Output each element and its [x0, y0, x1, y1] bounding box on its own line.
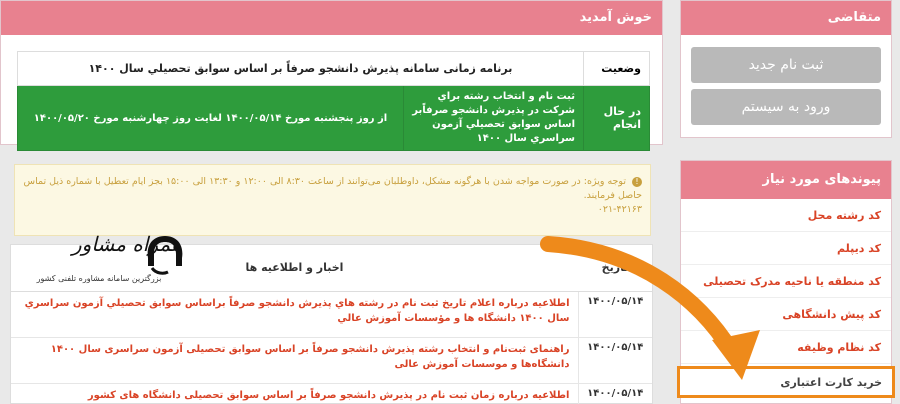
links-title: پیوندهای مورد نیاز [681, 161, 891, 199]
status-table [17, 51, 650, 151]
links-panel [680, 160, 892, 404]
notice-box [14, 164, 651, 236]
info-icon: ! [632, 177, 642, 187]
applicant-panel [680, 0, 892, 138]
link-buy-credit-card[interactable]: خرید کارت اعتباری [677, 366, 895, 398]
news-date: ۱۴۰۰/۰۵/۱۴ [578, 291, 652, 337]
brand-watermark [10, 230, 185, 288]
link-preuniversity-code[interactable]: کد پیش دانشگاهی [681, 298, 891, 331]
login-button[interactable]: ورود به سیستم [691, 89, 881, 125]
news-link[interactable]: راهنمای ثبت‌نام و انتخاب رشته پذیرش دانشجو صرفاً بر اساس سوابق تحصیلی آزمون سراسری سال ۱۴۰۰ دانشگاه‌ها و موسسات آموزش عالی [11, 337, 578, 383]
status-title: برنامه زمانی سامانه پذیرش دانشجو صرفاً بر اساس سوابق تحصیلي سال ۱۴۰۰ [18, 52, 584, 86]
news-row[interactable] [11, 291, 652, 337]
notice-text: توجه ویژه: در صورت مواجه شدن با هرگونه مشکل، داوطلبان می‌توانند از ساعت ۸:۳۰ الی ۱۲:۰۰ و ۱۳:۳۰ الی ۱۵:۰۰ بجز ایام تعطیل با شماره ذیل تماس حاصل فرمایند. [23, 176, 642, 201]
news-date: ۱۴۰۰/۰۵/۱۴ [578, 383, 652, 404]
status-label: وضعیت [584, 52, 650, 86]
state-label: در حال انجام [584, 86, 650, 151]
state-dates: از روز پنجشنبه مورخ ۱۴۰۰/۰۵/۱۴ لغایت روز چهارشنبه مورخ ۱۴۰۰/۰۵/۲۰ [18, 86, 404, 151]
register-button[interactable]: ثبت نام جدید [691, 47, 881, 83]
welcome-panel [0, 0, 663, 145]
news-col-date: تاریخ [578, 245, 652, 291]
applicant-title: متقاضی [681, 1, 891, 35]
link-region-code[interactable]: کد منطقه یا ناحیه مدرک تحصیلی [681, 265, 891, 298]
notice-phone: ۰۲۱-۴۲۱۶۳ [597, 204, 642, 215]
news-row[interactable] [11, 337, 652, 383]
link-field-code[interactable]: کد رشته محل [681, 199, 891, 232]
welcome-title: خوش آمدید [1, 1, 662, 35]
news-link[interactable]: اطلاعيه درباره اعلام تاريخ ثبت نام در رشته هاي پذيرش دانشجو صرفاً براساس سوابق تحصيلي آزمون سراسري سال ۱۴۰۰ دانشگاه ها و مؤسسات آموزش عالي [11, 291, 578, 337]
news-date: ۱۴۰۰/۰۵/۱۴ [578, 337, 652, 383]
link-military-code[interactable]: کد نظام وظیفه [681, 331, 891, 364]
brand-tagline: بزرگترین سامانه مشاوره تلفنی کشور [36, 274, 162, 283]
news-link[interactable]: اطلاعیه درباره زمان ثبت نام در پذیرش دانشجو صرفاً بر اساس سوابق تحصیلی دانشگاه های کشور [11, 383, 578, 404]
sidebar [680, 0, 892, 404]
news-col-title: اخبار و اطلاعیه ها [11, 245, 578, 291]
state-description: ثبت نام و انتخاب رشته براي شركت در پذيرش دانشجو صرفاًبر اساس سوابق تحصيلي آزمون سراسري سال ۱۴۰۰ [404, 86, 584, 151]
link-diploma-code[interactable]: کد دیپلم [681, 232, 891, 265]
news-row[interactable] [11, 383, 652, 404]
brand-name: همراه مشاور [72, 232, 182, 256]
